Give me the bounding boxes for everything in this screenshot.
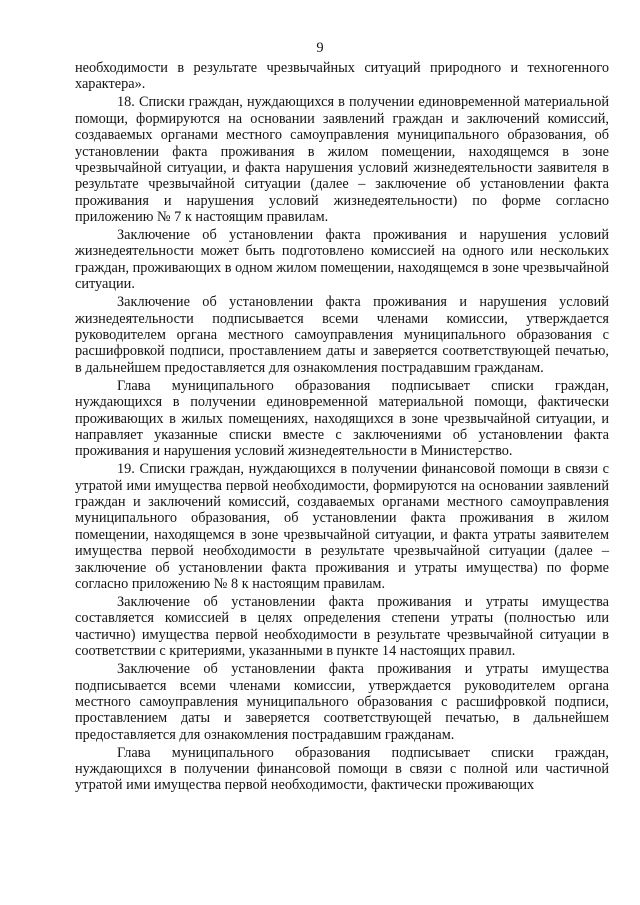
paragraph-item-18: 18. Списки граждан, нуждающихся в получении единовременной материальной помощи, формируются на основании заявлений граждан и заключений комиссий, создаваемых органами местного самоуправления муниципального образования, об установлении факта проживания в жилом помещении, находящемся в зоне чрезвычайной ситуации, и факта нарушения условий жизнедеятельности заявителя в результате чрезвычайной ситуации (далее – заключение об установлении факта проживания и нарушения условий жизнедеятельности) по форме согласно приложению № 7 к настоящим правилам. xyxy=(75,94,609,226)
document-body xyxy=(75,60,609,795)
paragraph-continuation: необходимости в результате чрезвычайных ситуаций природного и техногенного характера». xyxy=(75,60,609,93)
paragraph: Заключение об установлении факта проживания и нарушения условий жизнедеятельности может быть подготовлено комиссией на одного или нескольких граждан, проживающих в одном жилом помещении, находящемся в зоне чрезвычайной ситуации. xyxy=(75,227,609,293)
paragraph: Заключение об установлении факта проживания и нарушения условий жизнедеятельности подписывается всеми членами комиссии, утверждается руководителем органа местного самоуправления муниципального образования с расшифровкой подписи, проставлением даты и заверяется соответствующей печатью, в дальнейшем предоставляется для ознакомления пострадавшим гражданам. xyxy=(75,294,609,376)
paragraph-item-19: 19. Списки граждан, нуждающихся в получении финансовой помощи в связи с утратой ими имущества первой необходимости, формируются на основании заявлений граждан и заключений комиссий, создаваемых органами местного самоуправления муниципального образования, об установлении факта проживания в жилом помещении, находящемся в зоне чрезвычайной ситуации, и факта утраты заявителем имущества первой необходимости в результате чрезвычайной ситуации (далее – заключение об установлении факта проживания и утраты имущества) по форме согласно приложению № 8 к настоящим правилам. xyxy=(75,461,609,593)
paragraph: Заключение об установлении факта проживания и утраты имущества подписывается всеми членами комиссии, утверждается руководителем органа местного самоуправления муниципального образования с расшифровкой подписи, проставлением даты и заверяется соответствующей печатью, в дальнейшем предоставляется для ознакомления пострадавшим гражданам. xyxy=(75,661,609,743)
paragraph: Глава муниципального образования подписывает списки граждан, нуждающихся в получении единовременной материальной помощи, фактически проживающих в жилых помещениях, находящихся в зоне чрезвычайной ситуации, и направляет указанные списки вместе с заключениями об установлении факта проживания и нарушения условий жизнедеятельности в Министерство. xyxy=(75,377,609,460)
page-number: 9 xyxy=(316,40,324,56)
paragraph: Глава муниципального образования подписывает списки граждан, нуждающихся в получении финансовой помощи в связи с полной или частичной утратой ими имущества первой необходимости, фактически проживающих xyxy=(75,744,609,794)
paragraph: Заключение об установлении факта проживания и утраты имущества составляется комиссией в целях определения степени утраты (полностью или частично) имущества первой необходимости в результате чрезвычайной ситуации в соответствии с критериями, указанными в пункте 14 настоящих правил. xyxy=(75,594,609,660)
